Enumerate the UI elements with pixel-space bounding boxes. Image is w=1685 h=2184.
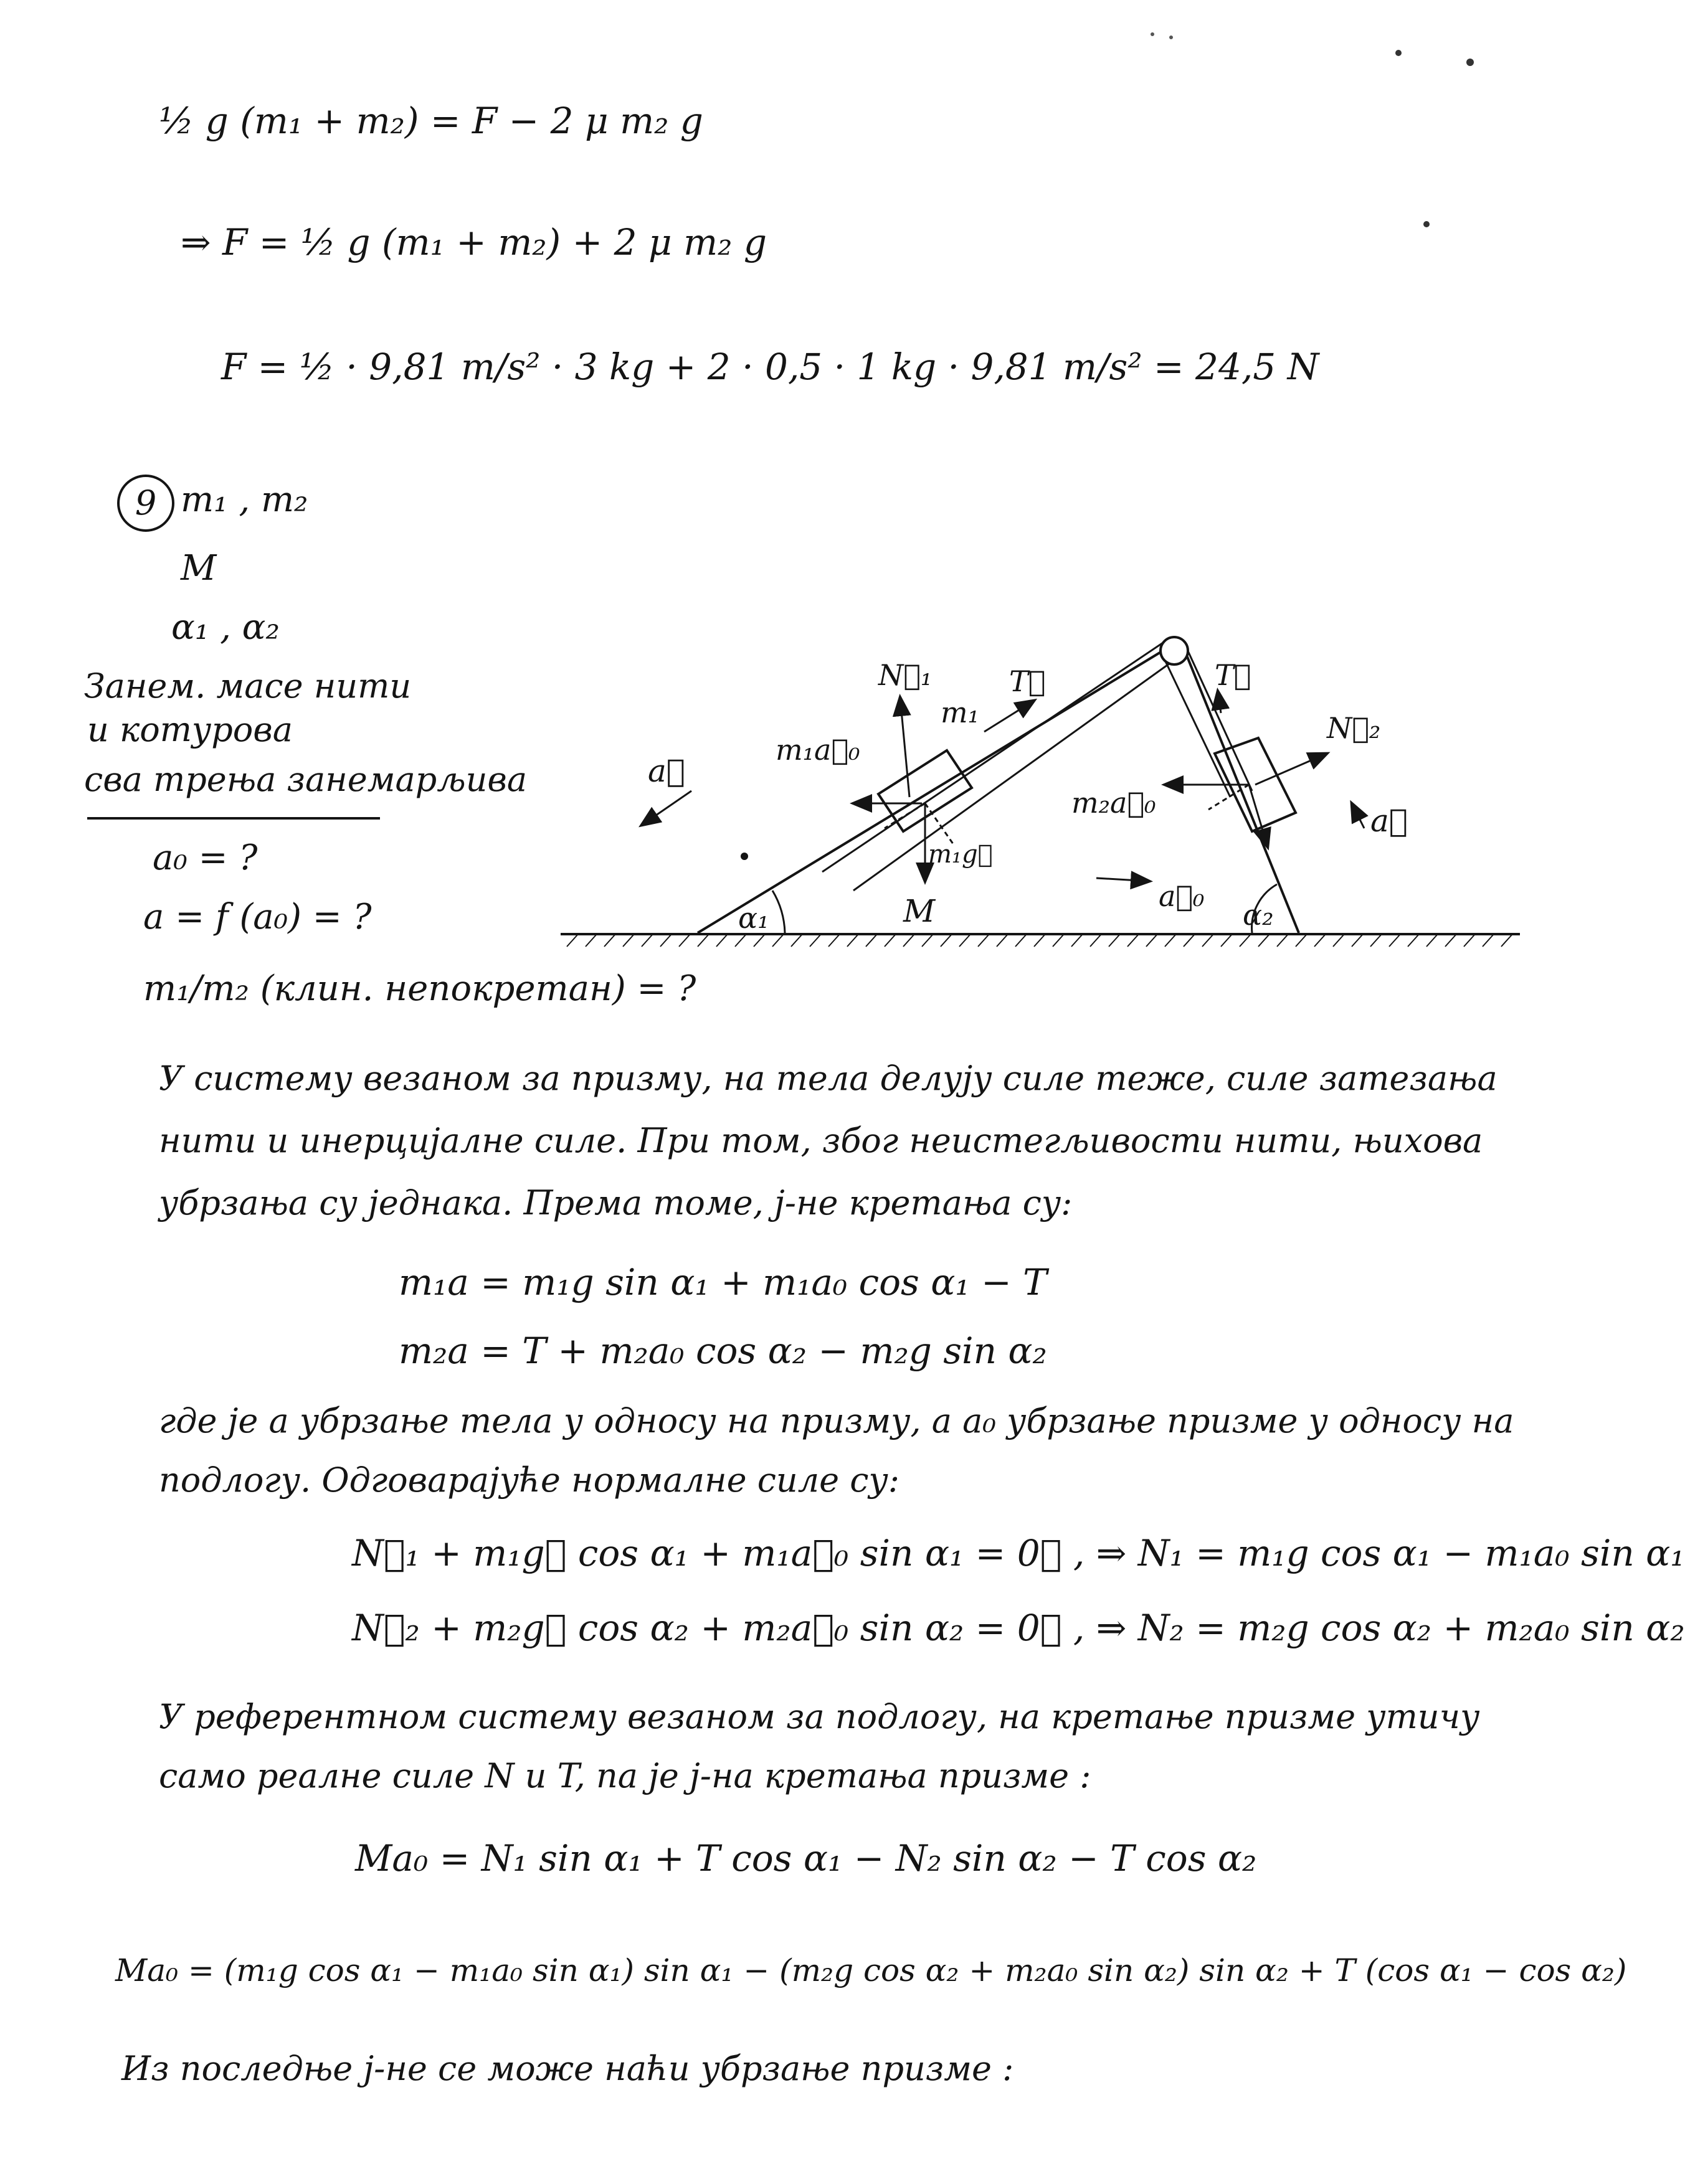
note-line-1: Занем. масе нити: [84, 666, 412, 706]
pulley: [1161, 637, 1188, 664]
equation-line-3: F = ½ · 9,81 m/s² · 3 kg + 2 · 0,5 · 1 kg · 9,81 m/s² = 24,5 N: [221, 346, 1319, 388]
equation-line-2: ⇒ F = ½ g (m₁ + m₂) + 2 μ m₂ g: [181, 221, 767, 263]
label-m2a0: m₂a⃗₀: [1071, 786, 1156, 820]
given-prism-mass: M: [181, 548, 217, 589]
paragraph-3-line-2: само реалне силе N и T, па је ј-на кретања призме :: [159, 1756, 1091, 1795]
label-N2: N⃗₂: [1327, 711, 1381, 745]
m2-vectors: [1165, 691, 1327, 847]
label-a-right: a⃗: [1370, 803, 1408, 839]
problem-number-circle: [117, 475, 174, 532]
paragraph-2-line-2: подлогу. Одговарајуће нормалне силе су:: [159, 1460, 899, 1500]
label-m1g: m₁g⃗: [928, 840, 993, 869]
equation-N2: N⃗₂ + m₂g⃗ cos α₂ + m₂a⃗₀ sin α₂ = 0⃗ , ⇒ N₂ = m₂g cos α₂ + m₂a₀ sin α₂: [352, 1607, 1685, 1649]
paragraph-3-line-1: У референтном систему везаном за подлогу, на кретање призме утичу: [159, 1697, 1480, 1736]
find-a: a = f (a₀) = ?: [143, 897, 372, 937]
label-m1: m₁: [941, 696, 980, 729]
note-line-2: и котурова: [87, 710, 293, 749]
label-N1: N⃗₁: [878, 658, 933, 692]
find-a0: a₀ = ?: [153, 838, 258, 878]
equation-prism-expanded: Ma₀ = (m₁g cos α₁ − m₁a₀ sin α₁) sin α₁ − (m₂g cos α₂ + m₂a₀ sin α₂) sin α₂ + T (cos α₁ − cos α₂): [115, 1952, 1627, 1988]
given-underline: [87, 817, 380, 820]
equation-m2: m₂a = T + m₂a₀ cos α₂ − m₂g sin α₂: [399, 1330, 1047, 1372]
wedge: [698, 648, 1299, 933]
label-alpha1: α₁: [738, 901, 769, 935]
paragraph-1-line-1: У систему везаном за призму, на тела делују силе теже, силе затезања: [159, 1059, 1498, 1098]
equation-prism: Ma₀ = N₁ sin α₁ + T cos α₁ − N₂ sin α₂ − T cos α₂: [355, 1837, 1257, 1879]
ground: [561, 934, 1520, 947]
dot-mark: [741, 853, 748, 860]
label-a-left: a⃗: [648, 753, 685, 789]
given-masses: m₁ , m₂: [181, 480, 308, 520]
label-alpha2: α₂: [1243, 898, 1274, 932]
given-angles: α₁ , α₂: [171, 607, 280, 648]
equation-line-1: ½ g (m₁ + m₂) = F − 2 μ m₂ g: [159, 100, 703, 142]
note-line-3: сва трења занемарљива: [84, 760, 528, 799]
label-a0: a⃗₀: [1159, 879, 1205, 913]
paragraph-1-line-3: убрзања су једнака. Према томе, ј-не кретања су:: [159, 1183, 1073, 1222]
label-T1: T⃗: [1009, 664, 1046, 698]
label-T2: T⃗: [1215, 658, 1251, 692]
label-m1a0: m₁a⃗₀: [776, 733, 860, 767]
label-M: M: [903, 893, 936, 929]
equation-m1: m₁a = m₁g sin α₁ + m₁a₀ cos α₁ − T: [399, 1261, 1047, 1303]
find-mass-ratio: m₁/m₂ (клин. непокретан) = ?: [143, 968, 696, 1009]
problem-number: 9: [135, 483, 157, 522]
paragraph-1-line-2: нити и инерцијалне силе. При том, због неистегљивости нити, њихова: [159, 1121, 1483, 1160]
incline-diagram: [561, 598, 1532, 1034]
paragraph-4: Из последње ј-не се може наћи убрзање призме :: [121, 2049, 1014, 2088]
paragraph-2-line-1: где је a убрзање тела у односу на призму, а a₀ убрзање призме у односу на: [159, 1401, 1514, 1440]
equation-N1: N⃗₁ + m₁g⃗ cos α₁ + m₁a⃗₀ sin α₁ = 0⃗ , ⇒ N₁ = m₁g cos α₁ − m₁a₀ sin α₁: [352, 1532, 1685, 1574]
